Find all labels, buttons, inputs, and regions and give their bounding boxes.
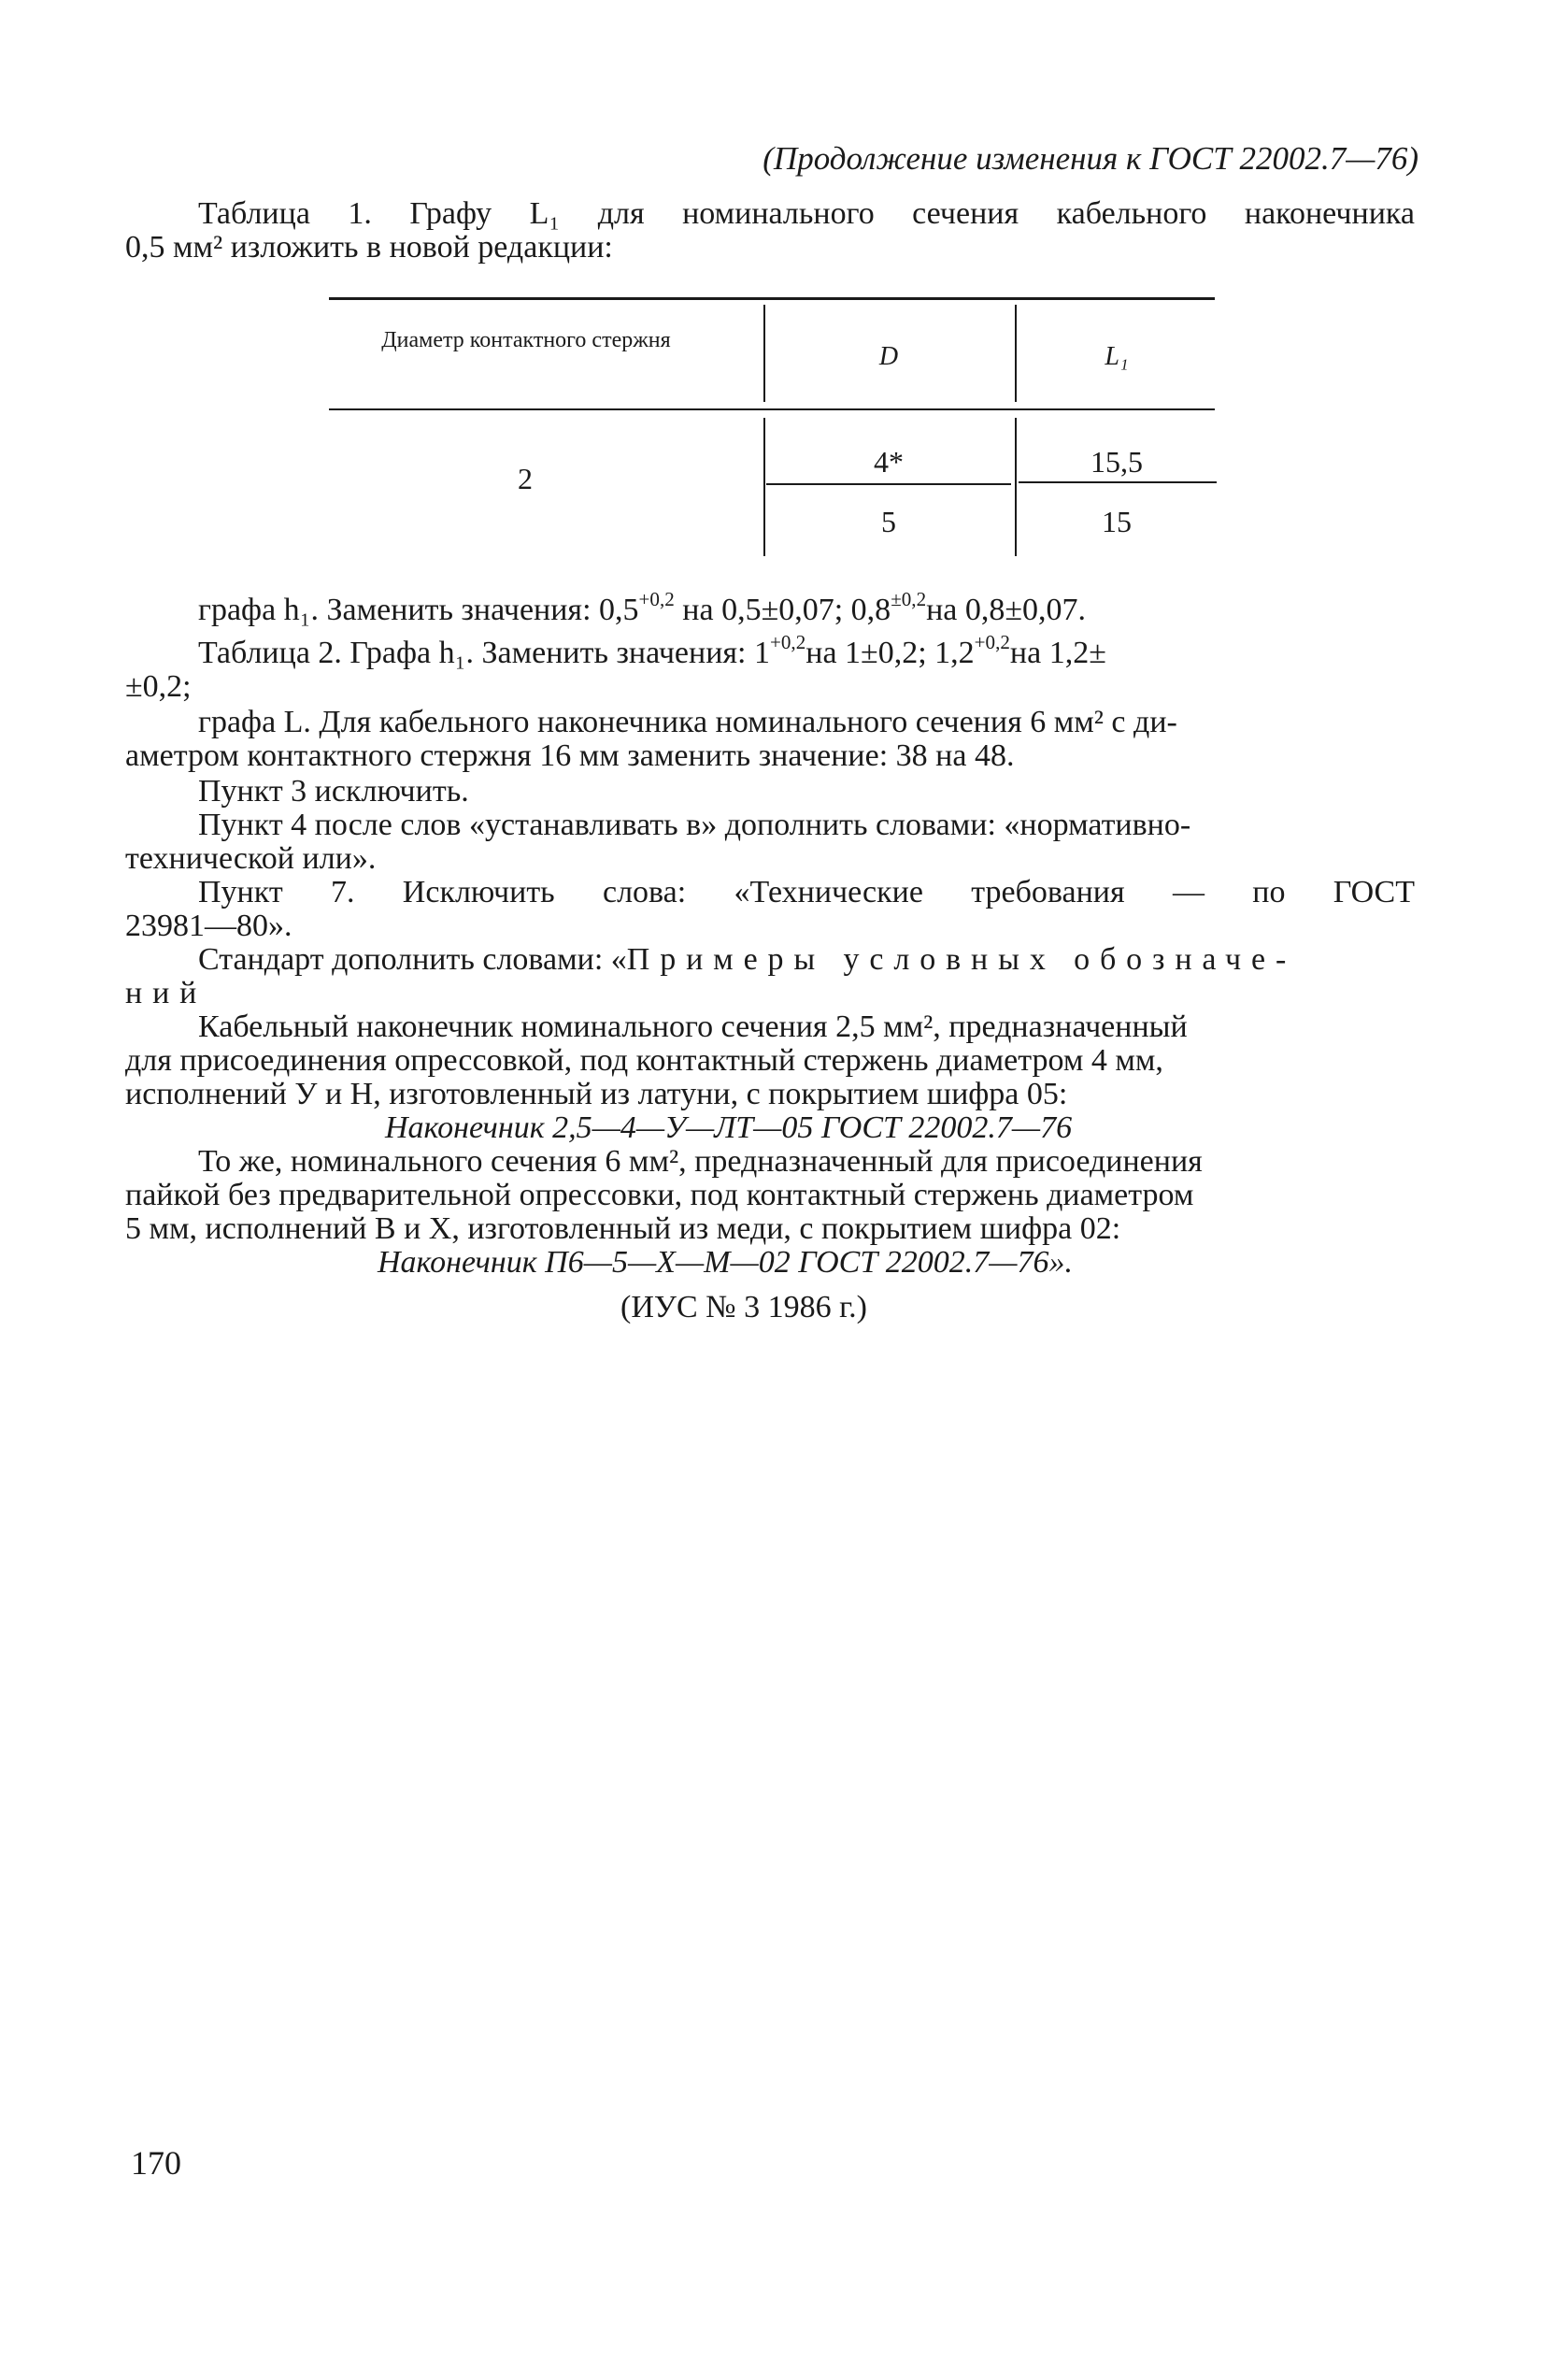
example-1-line-1: Кабельный наконечник номинального сечения 2,5 мм², предназначенный — [198, 1009, 1188, 1044]
paragraph-grafa-l-line-2: аметром контактного стержня 16 мм заменить значение: 38 на 48. — [125, 738, 1015, 773]
header-contact-rod-diameter: Диаметр контактного стержня — [381, 328, 671, 352]
intro-line-2: 0,5 мм² изложить в новой редакции: — [125, 230, 613, 265]
paragraph-item-4-line-1: Пункт 4 после слов «устанавливать в» дополнить словами: «нормативно- — [198, 808, 1191, 842]
example-2-line-1: То же, номинального сечения 6 мм², предназначенный для присоединения — [198, 1144, 1203, 1179]
example-2-line-3: 5 мм, исполнений В и Х, изготовленный из меди, с покрытием шифра 02: — [125, 1211, 1121, 1246]
paragraph-h1-table1: графа h₁. Заменить значения: $0,5^{+0,2}$ на 0,5±0,07; $0,8^{\pm 0,2}на$ 0,8±0,07. — [198, 587, 1087, 627]
diameter-value: 2 — [518, 462, 533, 495]
continuation-header: (Продолжение изменения к ГОСТ 22002.7—76) — [763, 140, 1418, 177]
header-d: D — [878, 342, 899, 371]
example-1-line-3: исполнений У и Н, изготовленный из латуни, с покрытием шифра 05: — [125, 1077, 1068, 1111]
paragraph-item-4-line-2: технической или». — [125, 841, 377, 876]
example-2-designation: Наконечник П6—5—Х—М—02 ГОСТ 22002.7—76». — [378, 1245, 1073, 1280]
table-row-1-l1: 15,5 — [1090, 445, 1143, 479]
example-1-line-2: для присоединения опрессовкой, под контактный стержень диаметром 4 мм, — [125, 1043, 1163, 1078]
paragraph-item-7-line-1: Пункт 7. Исключить слова: «Технические требования — по ГОСТ — [198, 875, 1415, 909]
paragraph-table2-h1: Таблица 2. Графа h₁. Заменить значения: $1^{+0,2}на$ 1±0,2; $1,2^{+0,2}на$ 1,2± — [198, 630, 1106, 670]
page-number: 170 — [131, 2144, 181, 2182]
source-reference: (ИУС № 3 1986 г.) — [620, 1290, 867, 1324]
paragraph-grafa-l-line-1: графа L. Для кабельного наконечника номинального сечения 6 мм² с ди- — [198, 705, 1177, 739]
header-l1: L₁ — [1105, 342, 1129, 371]
table-row-1-d: 4* — [874, 445, 904, 479]
example-1-designation: Наконечник 2,5—4—У—ЛТ—05 ГОСТ 22002.7—76 — [385, 1110, 1073, 1145]
table-row-2-d: 5 — [881, 505, 896, 538]
paragraph-item-3: Пункт 3 исключить. — [198, 774, 469, 809]
example-2-line-2: пайкой без предварительной опрессовки, под контактный стержень диаметром — [125, 1178, 1194, 1212]
paragraph-standard-addition: Стандарт дополнить словами: «Примеры условных обозначе- — [198, 942, 1297, 977]
table-row-2-l1: 15 — [1102, 505, 1132, 538]
paragraph-standard-addition-cont: ний — [125, 976, 207, 1010]
paragraph-table2-h1-cont: ±0,2; — [125, 669, 192, 704]
intro-line-1: Таблица 1. Графу L₁ для номинального сечения кабельного наконечника — [198, 196, 1415, 231]
paragraph-item-7-line-2: 23981—80». — [125, 909, 292, 943]
